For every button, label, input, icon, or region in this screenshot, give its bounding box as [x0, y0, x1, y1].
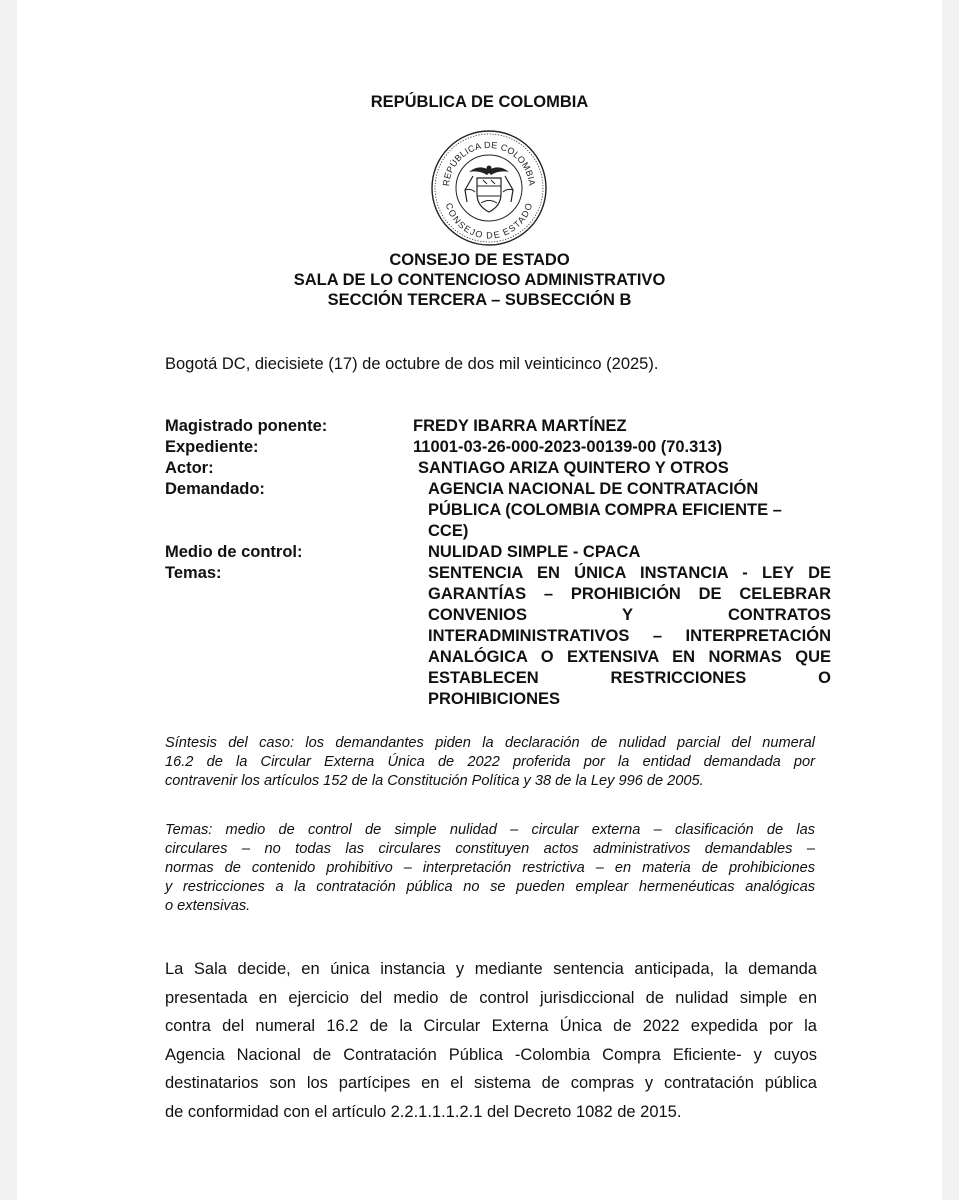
control-label: Medio de control: — [165, 543, 303, 561]
defendant-line: CCE) — [428, 522, 469, 540]
defendant-line: PÚBLICA (COLOMBIA COMPRA EFICIENTE – — [428, 501, 782, 519]
date-line: Bogotá DC, diecisiete (17) de octubre de dos mil veinticinco (2025). — [165, 355, 659, 373]
file-value: 11001-03-26-000-2023-00139-00 (70.313) — [413, 438, 723, 456]
chamber-name: SALA DE LO CONTENCIOSO ADMINISTRATIVO — [293, 271, 666, 289]
topics-line: PROHIBICIONES — [428, 690, 561, 708]
case-synthesis — [165, 734, 815, 791]
themes-line: normas de contenido prohibitivo – interpretación restrictiva – en materia de prohibiciones — [165, 860, 815, 876]
themes-line: Temas: medio de control de simple nulidad – circular externa – clasificación de las — [165, 822, 815, 838]
defendant-line: AGENCIA NACIONAL DE CONTRATACIÓN — [428, 480, 759, 498]
topics-line: SENTENCIA EN ÚNICA INSTANCIA - LEY DE — [428, 564, 831, 582]
themes-summary — [165, 821, 815, 916]
actor-value: SANTIAGO ARIZA QUINTERO Y OTROS — [418, 459, 729, 477]
defendant-value — [428, 479, 838, 542]
magistrate-label: Magistrado ponente: — [165, 417, 328, 435]
body-line: contra del numeral 16.2 de la Circular Externa Única de 2022 expedida por la — [165, 1017, 817, 1035]
topics-line: CONVENIOS Y CONTRATOS — [428, 606, 831, 624]
topics-line: ANALÓGICA O EXTENSIVA EN NORMAS QUE — [428, 648, 831, 666]
svg-text:CONSEJO DE ESTADO: CONSEJO DE ESTADO — [443, 201, 535, 241]
control-value: NULIDAD SIMPLE - CPACA — [428, 543, 641, 561]
body-line: de conformidad con el artículo 2.2.1.1.1.2.1 del Decreto 1082 de 2015. — [165, 1102, 682, 1121]
section-name: SECCIÓN TERCERA – SUBSECCIÓN B — [327, 291, 632, 309]
actor-label: Actor: — [165, 459, 214, 477]
document-page — [17, 0, 942, 1200]
topics-line: GARANTÍAS – PROHIBICIÓN DE CELEBRAR — [428, 585, 831, 603]
synthesis-line: 16.2 de la Circular Externa Única de 2022 proferida por la entidad demandada por — [165, 754, 815, 770]
synthesis-line: contravenir los artículos 152 de la Constitución Política y 38 de la Ley 996 de 2005. — [165, 773, 704, 789]
topics-line: INTERADMINISTRATIVOS – INTERPRETACIÓN — [428, 627, 831, 645]
court-name: CONSEJO DE ESTADO — [389, 251, 570, 269]
magistrate-value: FREDY IBARRA MARTÍNEZ — [413, 417, 627, 435]
defendant-label: Demandado: — [165, 480, 265, 498]
country-heading: REPÚBLICA DE COLOMBIA — [370, 93, 589, 111]
court-heading — [17, 250, 942, 310]
topics-value — [428, 563, 831, 710]
topics-line: ESTABLECEN RESTRICCIONES O — [428, 669, 831, 687]
body-line: Agencia Nacional de Contratación Pública -Colombia Compra Eficiente- y cuyos — [165, 1045, 817, 1064]
body-line: presentada en ejercicio del medio de control jurisdiccional de nulidad simple en — [165, 988, 817, 1007]
themes-line: y restricciones a la contratación pública no se pueden emplear hermenéuticas analógicas — [165, 879, 815, 895]
body-line: destinatarios son los partícipes en el sistema de compras y contratación pública — [165, 1074, 817, 1092]
themes-line: circulares – no todas las circulares constituyen actos administrativos demandables – — [165, 841, 815, 857]
themes-line: o extensivas. — [165, 898, 251, 914]
coat-of-arms-seal — [429, 128, 549, 248]
file-label: Expediente: — [165, 438, 259, 456]
svg-text:REPÚBLICA DE COLOMBIA: REPÚBLICA DE COLOMBIA — [440, 139, 538, 187]
body-line: La Sala decide, en única instancia y mediante sentencia anticipada, la demanda — [165, 960, 817, 978]
synthesis-line: Síntesis del caso: los demandantes piden la declaración de nulidad parcial del numeral — [165, 735, 815, 751]
topics-label: Temas: — [165, 564, 222, 582]
opening-paragraph — [165, 955, 817, 1126]
